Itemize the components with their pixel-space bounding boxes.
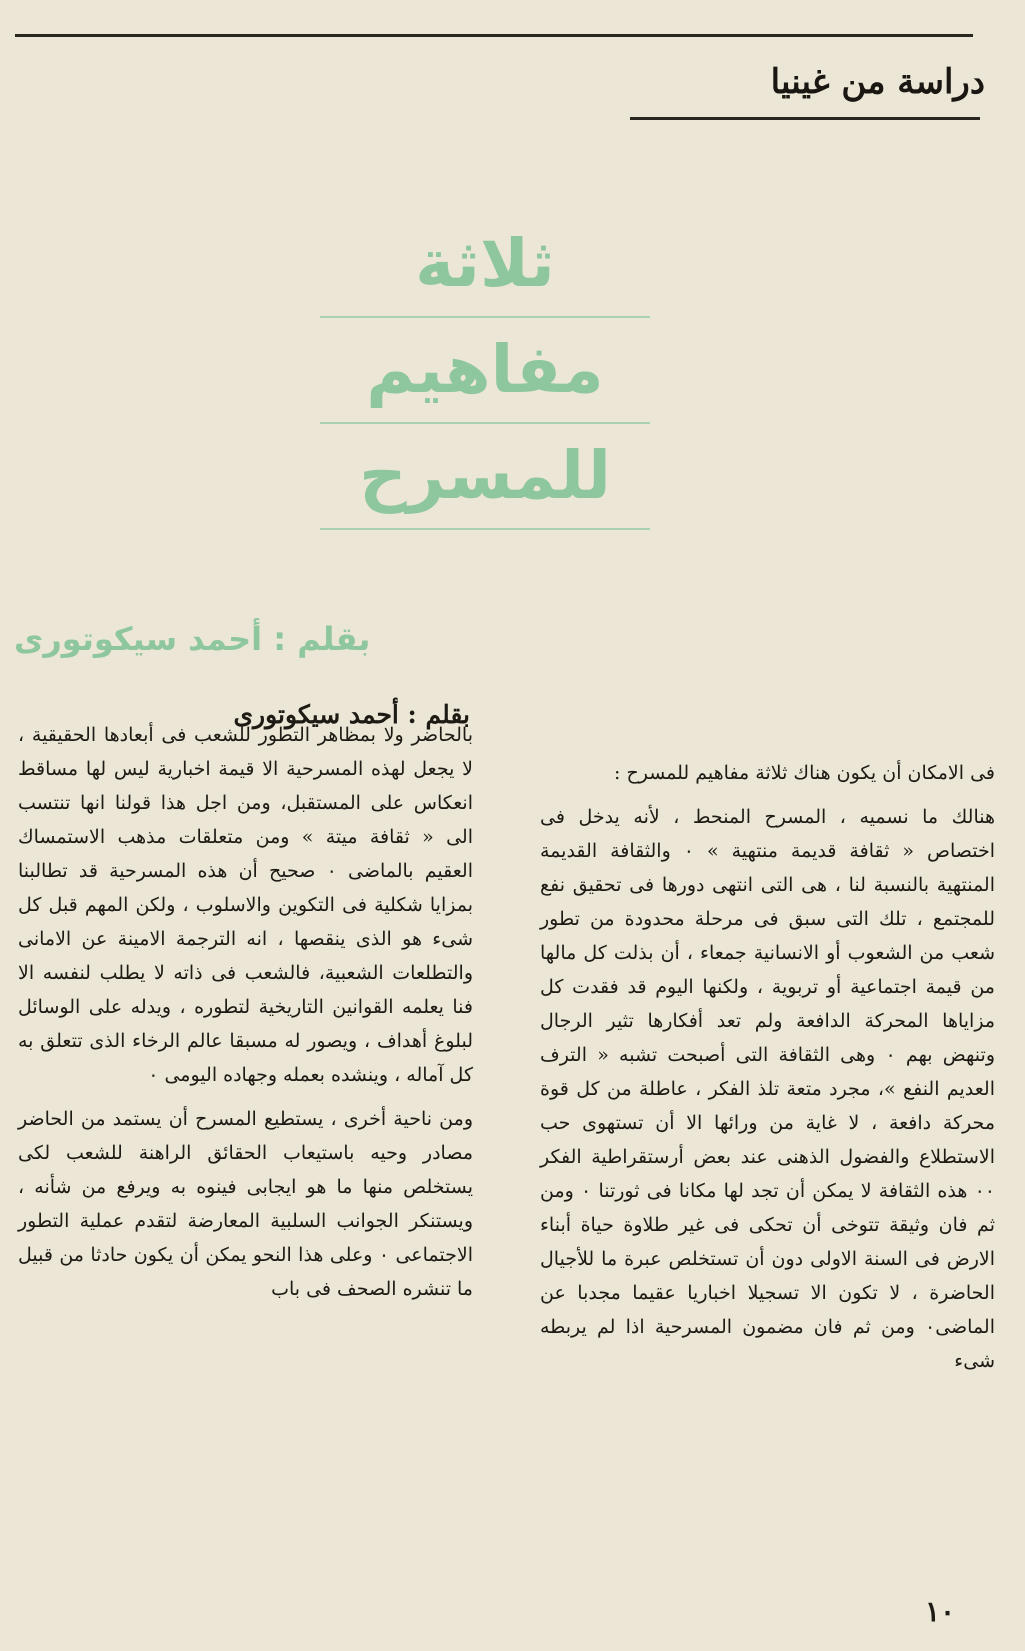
paragraph: هنالك ما نسميه ، المسرح المنحط ، لأنه يدخل فى اختصاص « ثقافة قديمة منتهية » ٠ والثقافة القديمة المنتهية بالنسبة لنا ، هى التى انتهى دورها فى تحقيق نفع للمجتمع ، تلك التى سبق فى مرحلة محدودة من تطور شعب من الشعوب أو الانسانية جمعاء ، أن بذلت كل مالها من قيمة اجتماعية أو تربوية ، ولكنها اليوم قد فقدت كل مزاياها المحركة الدافعة ولم تعد أفكارها تثير الرجال وتنهض بهم ٠ وهى الثقافة التى أصبحت تشبه « الترف العديم النفع »، مجرد متعة تلذ الفكر ، عاطلة من كل قوة محركة دافعة ، لا غاية من ورائها الا أن تستهوى حب الاستطلاع والفضول الذهنى عند بعض أرستقراطية الفكر ٠٠ هذه الثقافة لا يمكن أن تجد لها مكانا فى ثورتنا ٠ ومن ثم فان وثيقة تتوخى أن تحكى فى غير طلاوة حياة أبناء الارض فى السنة الاولى دون أن تستخلص عبرة ما للأجيال الحاضرة ، لا تكون الا تسجيلا اخباريا عقيما مجدبا عن الماضى٠ ومن ثم فان مضمون المسرحية اذا لم يربطه شىء — [540, 806, 996, 1372]
title-line: مفاهيم — [320, 318, 650, 424]
title-line: للمسرح — [320, 424, 650, 530]
paragraph: بالحاضر ولا بمظاهر التطور للشعب فى أبعادها الحقيقية ، لا يجعل لهذه المسرحية الا قيمة اخبارية ليس لها مساقط انعكاس على المستقبل، ومن اجل هذا قولنا انها تنتسب الى « ثقافة ميتة » ومن متعلقات مذهب الاستمساك العقيم بالماضى ٠ صحيح أن هذه المسرحية قد تطالبنا بمزايا شكلية فى التكوين والاسلوب ، ولكن المهم قبل كل شىء هو الذى ينقصها ، انه الترجمة الامينة عن الامانى والتطلعات الشعبية، فالشعب فى ذاته لا يطلب لنفسه الا فنا يعلمه القوانين التاريخية لتطوره ، ويدله على الوسائل لبلوغ أهداف ، ويصور له مسبقا عالم الرخاء الذى تتعلق به كل آماله ، وينشده بعمله وجهاده اليومى ٠ — [18, 724, 473, 1086]
left-column — [18, 718, 473, 1316]
top-rule — [15, 34, 973, 37]
section-label: دراسة من غينيا — [770, 62, 985, 102]
byline-calligraphic: بقلم : أحمد سيكوتورى — [14, 620, 371, 658]
paragraph: ومن ناحية أخرى ، يستطيع المسرح أن يستمد من الحاضر مصادر وحيه باستيعاب الحقائق الراهنة للشعب لكى يستخلص منها ما هو ايجابى فينوه به ويرفع من شأنه ، ويستنكر الجوانب السلبية المعارضة لتقدم عملية التطور الاجتماعى ٠ وعلى هذا النحو يمكن أن يكون حادثا من قبيل ما تنشره الصحف فى باب — [18, 1108, 473, 1300]
right-column — [540, 756, 995, 1388]
section-label-underline — [630, 117, 980, 120]
paragraph: فى الامكان أن يكون هناك ثلاثة مفاهيم للمسرح : — [614, 762, 995, 784]
byline: بقلم : أحمد سيكوتورى — [233, 700, 470, 729]
article-title — [320, 212, 650, 530]
page-number: ١٠ — [924, 1595, 956, 1628]
title-line: ثلاثة — [320, 212, 650, 318]
